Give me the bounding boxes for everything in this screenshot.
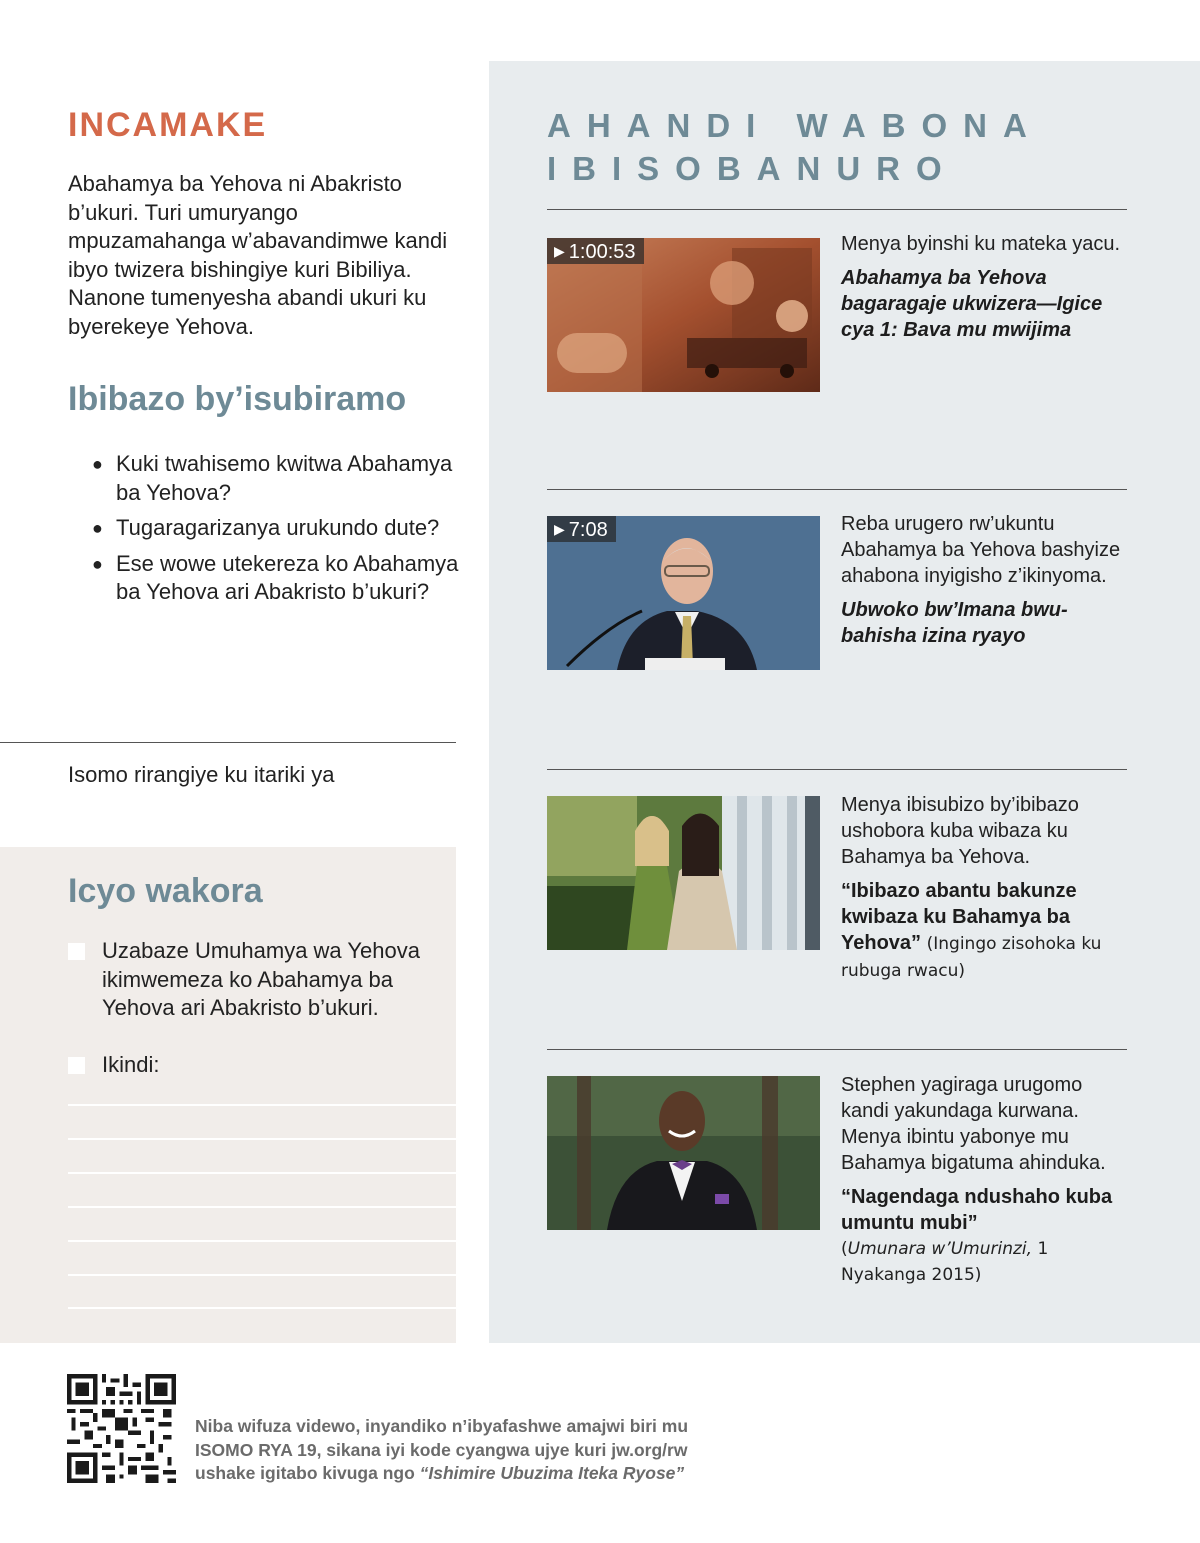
writing-line [68, 1172, 456, 1174]
door-to-door-image [547, 796, 820, 950]
lesson-date-line: Isomo rirangiye ku itariki ya [68, 762, 335, 787]
bullet-icon: ● [92, 553, 103, 574]
writing-line [68, 1138, 456, 1140]
article-thumbnail[interactable] [547, 796, 820, 950]
resource-source [841, 1236, 1131, 1288]
summary-heading: INCAMAKE [68, 106, 268, 144]
review-question-text: Kuki twahisemo kwitwa Abahamya ba Yehova? [116, 451, 453, 505]
video-duration: 1:00:53 [568, 241, 636, 263]
footer-text-start: Niba wifuza videwo, inyandiko n’ibyafashwe amajwi biri mu ISOMO RYA 19, sikana iyi kode cyangwa ujye kuri jw.org/rw ushake igitabo kivuga ngo [195, 1416, 689, 1483]
todo-item [68, 1051, 438, 1080]
review-questions-list [92, 450, 462, 614]
todo-panel [0, 847, 456, 1343]
bullet-icon: ● [92, 454, 103, 474]
play-icon: ▶ [554, 243, 565, 259]
more-info-heading [547, 104, 1187, 190]
writing-line [68, 1206, 456, 1208]
footer-text [195, 1415, 715, 1486]
resource-title[interactable]: Abahamya ba Yehova bagaragaje ukwizera—Igice cya 1: Bava mu mwijima [841, 267, 1103, 341]
todo-item-text: Uzabaze Umuhamya wa Yehova ikimwemeza ko Abahamya ba Yehova ari Abakristo b’ukuri. [102, 938, 420, 1020]
divider [547, 489, 1127, 490]
review-question-text: Tugaragarizanya urukundo dute? [116, 515, 440, 540]
checkbox-icon[interactable] [68, 1057, 85, 1074]
review-question-text: Ese wowe utekereza ko Abahamya ba Yehova ari Abakristo b’ukuri? [116, 550, 459, 604]
review-question [92, 514, 462, 543]
article-thumbnail[interactable] [547, 1076, 820, 1230]
resource-card-text [841, 1072, 1131, 1288]
resource-title[interactable]: “Ibibazo abantu bakunze kwibaza ku Bahamya ba Yehova” [841, 880, 1077, 954]
writing-line [68, 1240, 456, 1242]
resource-source-open: ( [841, 1239, 848, 1259]
resource-title[interactable]: Ubwoko bw’Imana bwu-bahisha izina ryayo [841, 599, 1068, 647]
resource-source-publication: Umunara w’Umurinzi, [847, 1239, 1033, 1259]
divider [0, 742, 456, 743]
writing-line [68, 1307, 456, 1309]
resource-title-block [841, 878, 1131, 984]
todo-item-text: Ikindi: [102, 1052, 160, 1077]
play-icon: ▶ [554, 521, 565, 537]
checkbox-icon[interactable] [68, 943, 85, 960]
divider [547, 769, 1127, 770]
review-question [92, 550, 462, 607]
review-heading: Ibibazo by’isubiramo [68, 380, 407, 418]
resource-card-text [841, 511, 1131, 649]
resource-description: Reba urugero rw’ukuntu Abahamya ba Yehova bashyize ahabona inyigisho z’ikinyoma. [841, 513, 1121, 587]
resource-description: Stephen yagiraga urugomo kandi yakundaga kurwana. Menya ibintu yabonye mu Bahamya bigatuma ahinduka. [841, 1074, 1106, 1174]
qr-code-icon[interactable] [67, 1374, 176, 1483]
video-duration-badge [547, 238, 644, 264]
resource-source: (Ingingo zisohoka ku rubuga rwacu) [841, 934, 1102, 981]
video-thumbnail[interactable] [547, 516, 820, 670]
resource-card-text [841, 792, 1131, 984]
stephen-portrait-image [547, 1076, 820, 1230]
resource-description: Menya ibisubizo by’ibibazo ushobora kuba wibaza ku Bahamya ba Yehova. [841, 794, 1079, 868]
resource-description: Menya byinshi ku mateka yacu. [841, 233, 1121, 255]
resource-card-text [841, 231, 1131, 343]
writing-line [68, 1104, 456, 1106]
more-info-heading-line1: AHANDI WABONA [547, 107, 1043, 144]
writing-line [68, 1274, 456, 1276]
todo-heading: Icyo wakora [68, 872, 263, 910]
resource-source-date: 1 Nyakanga 2015) [841, 1239, 1049, 1285]
divider [547, 1049, 1127, 1050]
footer-book-title: “Ishimire Ubuzima Iteka Ryose” [419, 1463, 685, 1483]
review-question [92, 450, 462, 507]
video-thumbnail[interactable] [547, 238, 820, 392]
video-duration: 7:08 [568, 519, 608, 541]
divider [547, 209, 1127, 210]
summary-text: Abahamya ba Yehova ni Abakristo b’ukuri. Turi umuryango mpuzamahanga w’abavandimwe kandi ibyo twizera bishingiye kuri Bibiliya. Nanone tumenyesha abandi ukuri ku byerekeye Yehova. [68, 171, 448, 339]
todo-item [68, 937, 438, 1023]
resource-title[interactable]: “Nagendaga ndushaho kuba umuntu mubi” [841, 1186, 1113, 1234]
more-info-heading-line2: IBISOBANURO [547, 150, 958, 187]
bullet-icon: ● [92, 518, 103, 538]
video-duration-badge [547, 516, 616, 542]
